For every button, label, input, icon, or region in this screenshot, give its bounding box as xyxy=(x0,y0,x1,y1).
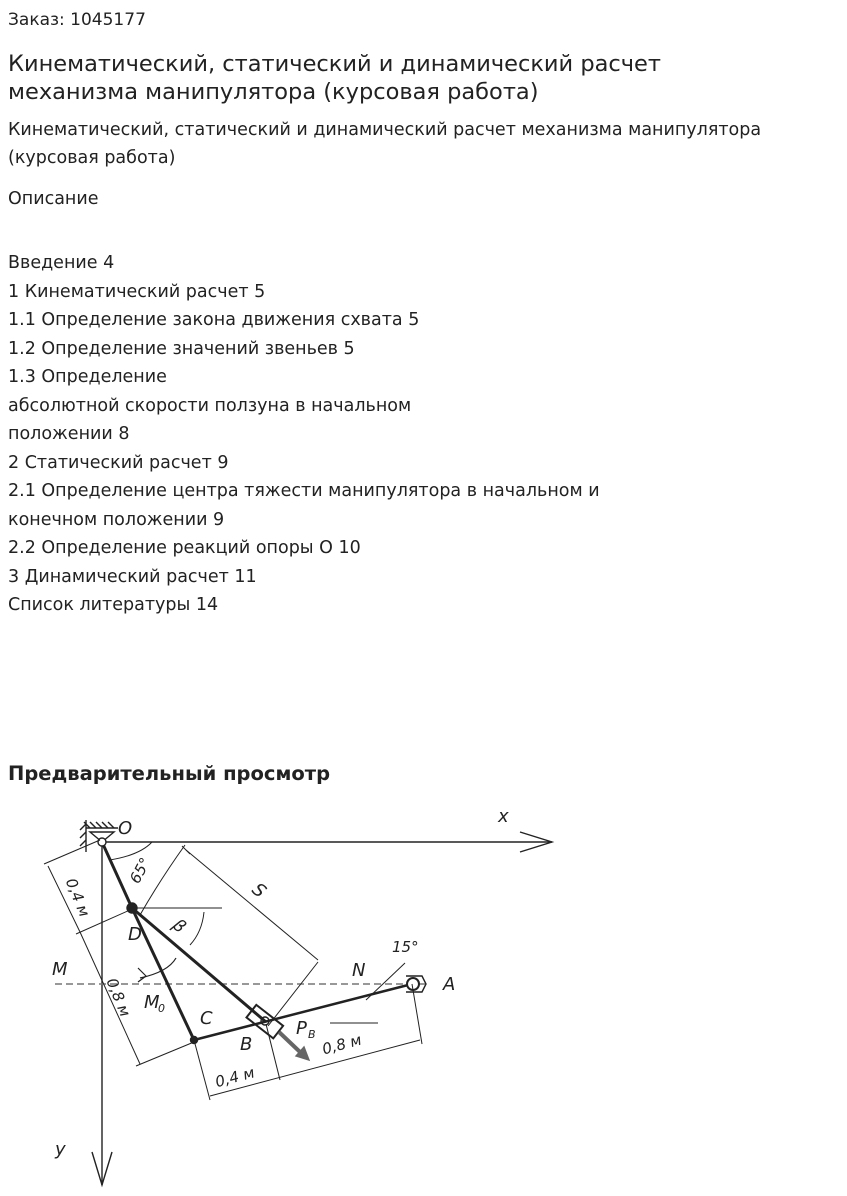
label-moment-subscript: 0 xyxy=(158,1002,165,1015)
label-angle-15: 15° xyxy=(392,938,419,956)
mechanism-diagram xyxy=(0,800,847,1196)
fixed-support-icon xyxy=(80,820,118,852)
label-force-P-subscript: B xyxy=(308,1028,316,1041)
label-A: A xyxy=(443,974,456,995)
toc-line: 1.1 Определение закона движения схвата 5 xyxy=(8,310,420,330)
label-len-BA: 0,8 м xyxy=(320,1030,364,1059)
label-S: S xyxy=(247,878,270,903)
label-len-DC: 0,8 м xyxy=(102,975,135,1020)
angle-65-arc xyxy=(110,842,152,860)
toc-line: абсолютной скорости ползуна в начальном xyxy=(8,395,412,416)
angle-arc-guide xyxy=(140,845,185,915)
label-y: y xyxy=(55,1139,66,1160)
angle-15-arc xyxy=(366,963,405,1000)
label-len-OD: 0,4 м xyxy=(61,875,94,920)
toc-line: Введение 4 xyxy=(8,253,115,273)
dimension-S-line xyxy=(186,850,318,960)
toc-line: положении 8 xyxy=(8,424,130,444)
preview-heading: Предварительный просмотр xyxy=(8,762,331,785)
toc-line: 2 Статический расчет 9 xyxy=(8,452,229,473)
moment-arrowhead-icon xyxy=(138,968,146,982)
order-number: Заказ: 1045177 xyxy=(8,10,146,30)
mechanism-diagram-svg xyxy=(0,800,847,1196)
label-C: C xyxy=(200,1008,213,1029)
label-B: B xyxy=(240,1034,253,1055)
toc-line: 1.3 Определение xyxy=(8,367,167,387)
page-subtitle: Кинематический, статический и динамический расчет механизма манипулятора (курсовая работа) xyxy=(8,120,762,168)
label-force-P: P xyxy=(296,1018,307,1039)
toc-line: 2.2 Определение реакций опоры О 10 xyxy=(8,538,361,558)
label-N: N xyxy=(352,960,366,981)
page-title: Кинематический, статический и динамический расчет механизма манипулятора (курсовая работа) xyxy=(8,51,662,105)
joint-O xyxy=(98,838,106,846)
toc-line: 1 Кинематический расчет 5 xyxy=(8,281,266,302)
toc-line: конечном положении 9 xyxy=(8,509,225,530)
description-heading: Описание xyxy=(8,189,99,209)
label-M: M xyxy=(52,959,68,980)
label-angle-65: 65° xyxy=(126,854,155,887)
toc-line: 1.2 Определение значений звеньев 5 xyxy=(8,338,355,359)
label-O: O xyxy=(118,818,133,839)
angle-beta-arc xyxy=(190,912,204,945)
toc-line: 2.1 Определение центра тяжести манипулятора в начальном и xyxy=(8,481,600,501)
label-beta: β xyxy=(168,915,190,938)
toc-line: 3 Динамический расчет 11 xyxy=(8,566,257,587)
label-len-CB: 0,4 м xyxy=(213,1063,257,1092)
label-D: D xyxy=(128,924,142,945)
table-of-contents xyxy=(8,249,708,620)
label-x: x xyxy=(498,806,509,827)
toc-line: Список литературы 14 xyxy=(8,595,219,615)
label-moment: M xyxy=(144,992,160,1013)
